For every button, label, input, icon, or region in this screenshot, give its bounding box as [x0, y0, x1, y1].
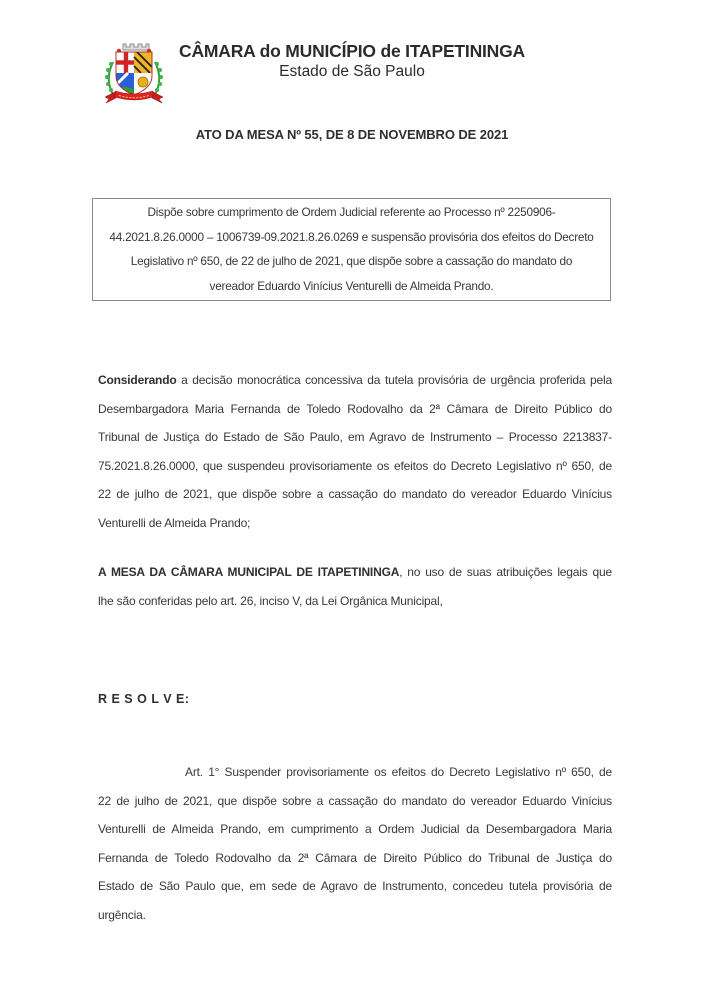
document-title: ATO DA MESA Nº 55, DE 8 DE NOVEMBRO DE 2021	[195, 127, 509, 142]
paragraph-art1	[98, 758, 612, 929]
text-line: 22 de julho de 2021, que dispõe sobre a cassação do mandato do vereador Eduardo Vinícius	[98, 793, 612, 808]
summary-line: vereador Eduardo Vinícius Venturelli de Almeida Prando.	[209, 278, 494, 293]
text-line: Fernanda de Toledo Rodovalho da 2ª Câmara de Direito Público do Tribunal de Justiça do	[98, 850, 612, 865]
org-name: CÂMARA do MUNICÍPIO de ITAPETININGA	[179, 41, 525, 61]
text-line: Art. 1° Suspender provisoriamente os efeitos do Decreto Legislativo nº 650, de	[185, 765, 612, 779]
summary-line: Dispõe sobre cumprimento de Ordem Judicial referente ao Processo nº 2250906-	[147, 205, 556, 219]
text-line: 75.2021.8.26.0000, que suspendeu provisoriamente os efeitos do Decreto Legislativo nº 650, de	[98, 458, 612, 473]
text-line: Estado de São Paulo que, em sede de Agravo de Instrumento, concedeu tutela provisória de	[98, 879, 612, 893]
paragraph-mesa	[98, 558, 612, 615]
summary-box	[92, 198, 611, 301]
text-line: Desembargadora Maria Fernanda de Toledo Rodovalho da 2ª Câmara de Direito Público do	[98, 401, 612, 416]
paragraph-considerando	[98, 366, 612, 537]
mesa-lead: A MESA DA CÂMARA MUNICIPAL DE ITAPETININGA	[98, 565, 400, 579]
resolve-heading: R E S O L V E:	[98, 692, 190, 706]
summary-line: 44.2021.8.26.0000 – 1006739-09.2021.8.26.0269 e suspensão provisória dos efeitos do Decreto	[109, 229, 594, 244]
text-line: Venturelli de Almeida Prando, em cumprimento a Ordem Judicial da Desembargadora Maria	[98, 822, 612, 836]
text-run: , no uso de suas atribuições legais que	[399, 565, 612, 579]
text-line: urgência.	[98, 907, 146, 922]
summary-line: Legislativo nº 650, de 22 de julho de 2021, que dispõe sobre a cassação do mandato do	[130, 254, 573, 269]
text-line	[98, 558, 612, 587]
text-line	[98, 366, 612, 395]
considerando-lead: Considerando	[98, 373, 177, 387]
text-run: a decisão monocrática concessiva da tutela provisória de urgência proferida pela	[176, 373, 612, 387]
text-line: Tribunal de Justiça do Estado de São Paulo, em Agravo de Instrumento – Processo 2213837-	[98, 430, 612, 444]
text-line: Venturelli de Almeida Prando;	[98, 515, 251, 530]
text-line: 22 de julho de 2021, que dispõe sobre a cassação do mandato do vereador Eduardo Vinícius	[98, 487, 612, 501]
org-state: Estado de São Paulo	[279, 63, 425, 80]
text-line: lhe são conferidas pelo art. 26, inciso V, da Lei Orgânica Municipal,	[98, 593, 443, 608]
header-text	[92, 41, 612, 82]
